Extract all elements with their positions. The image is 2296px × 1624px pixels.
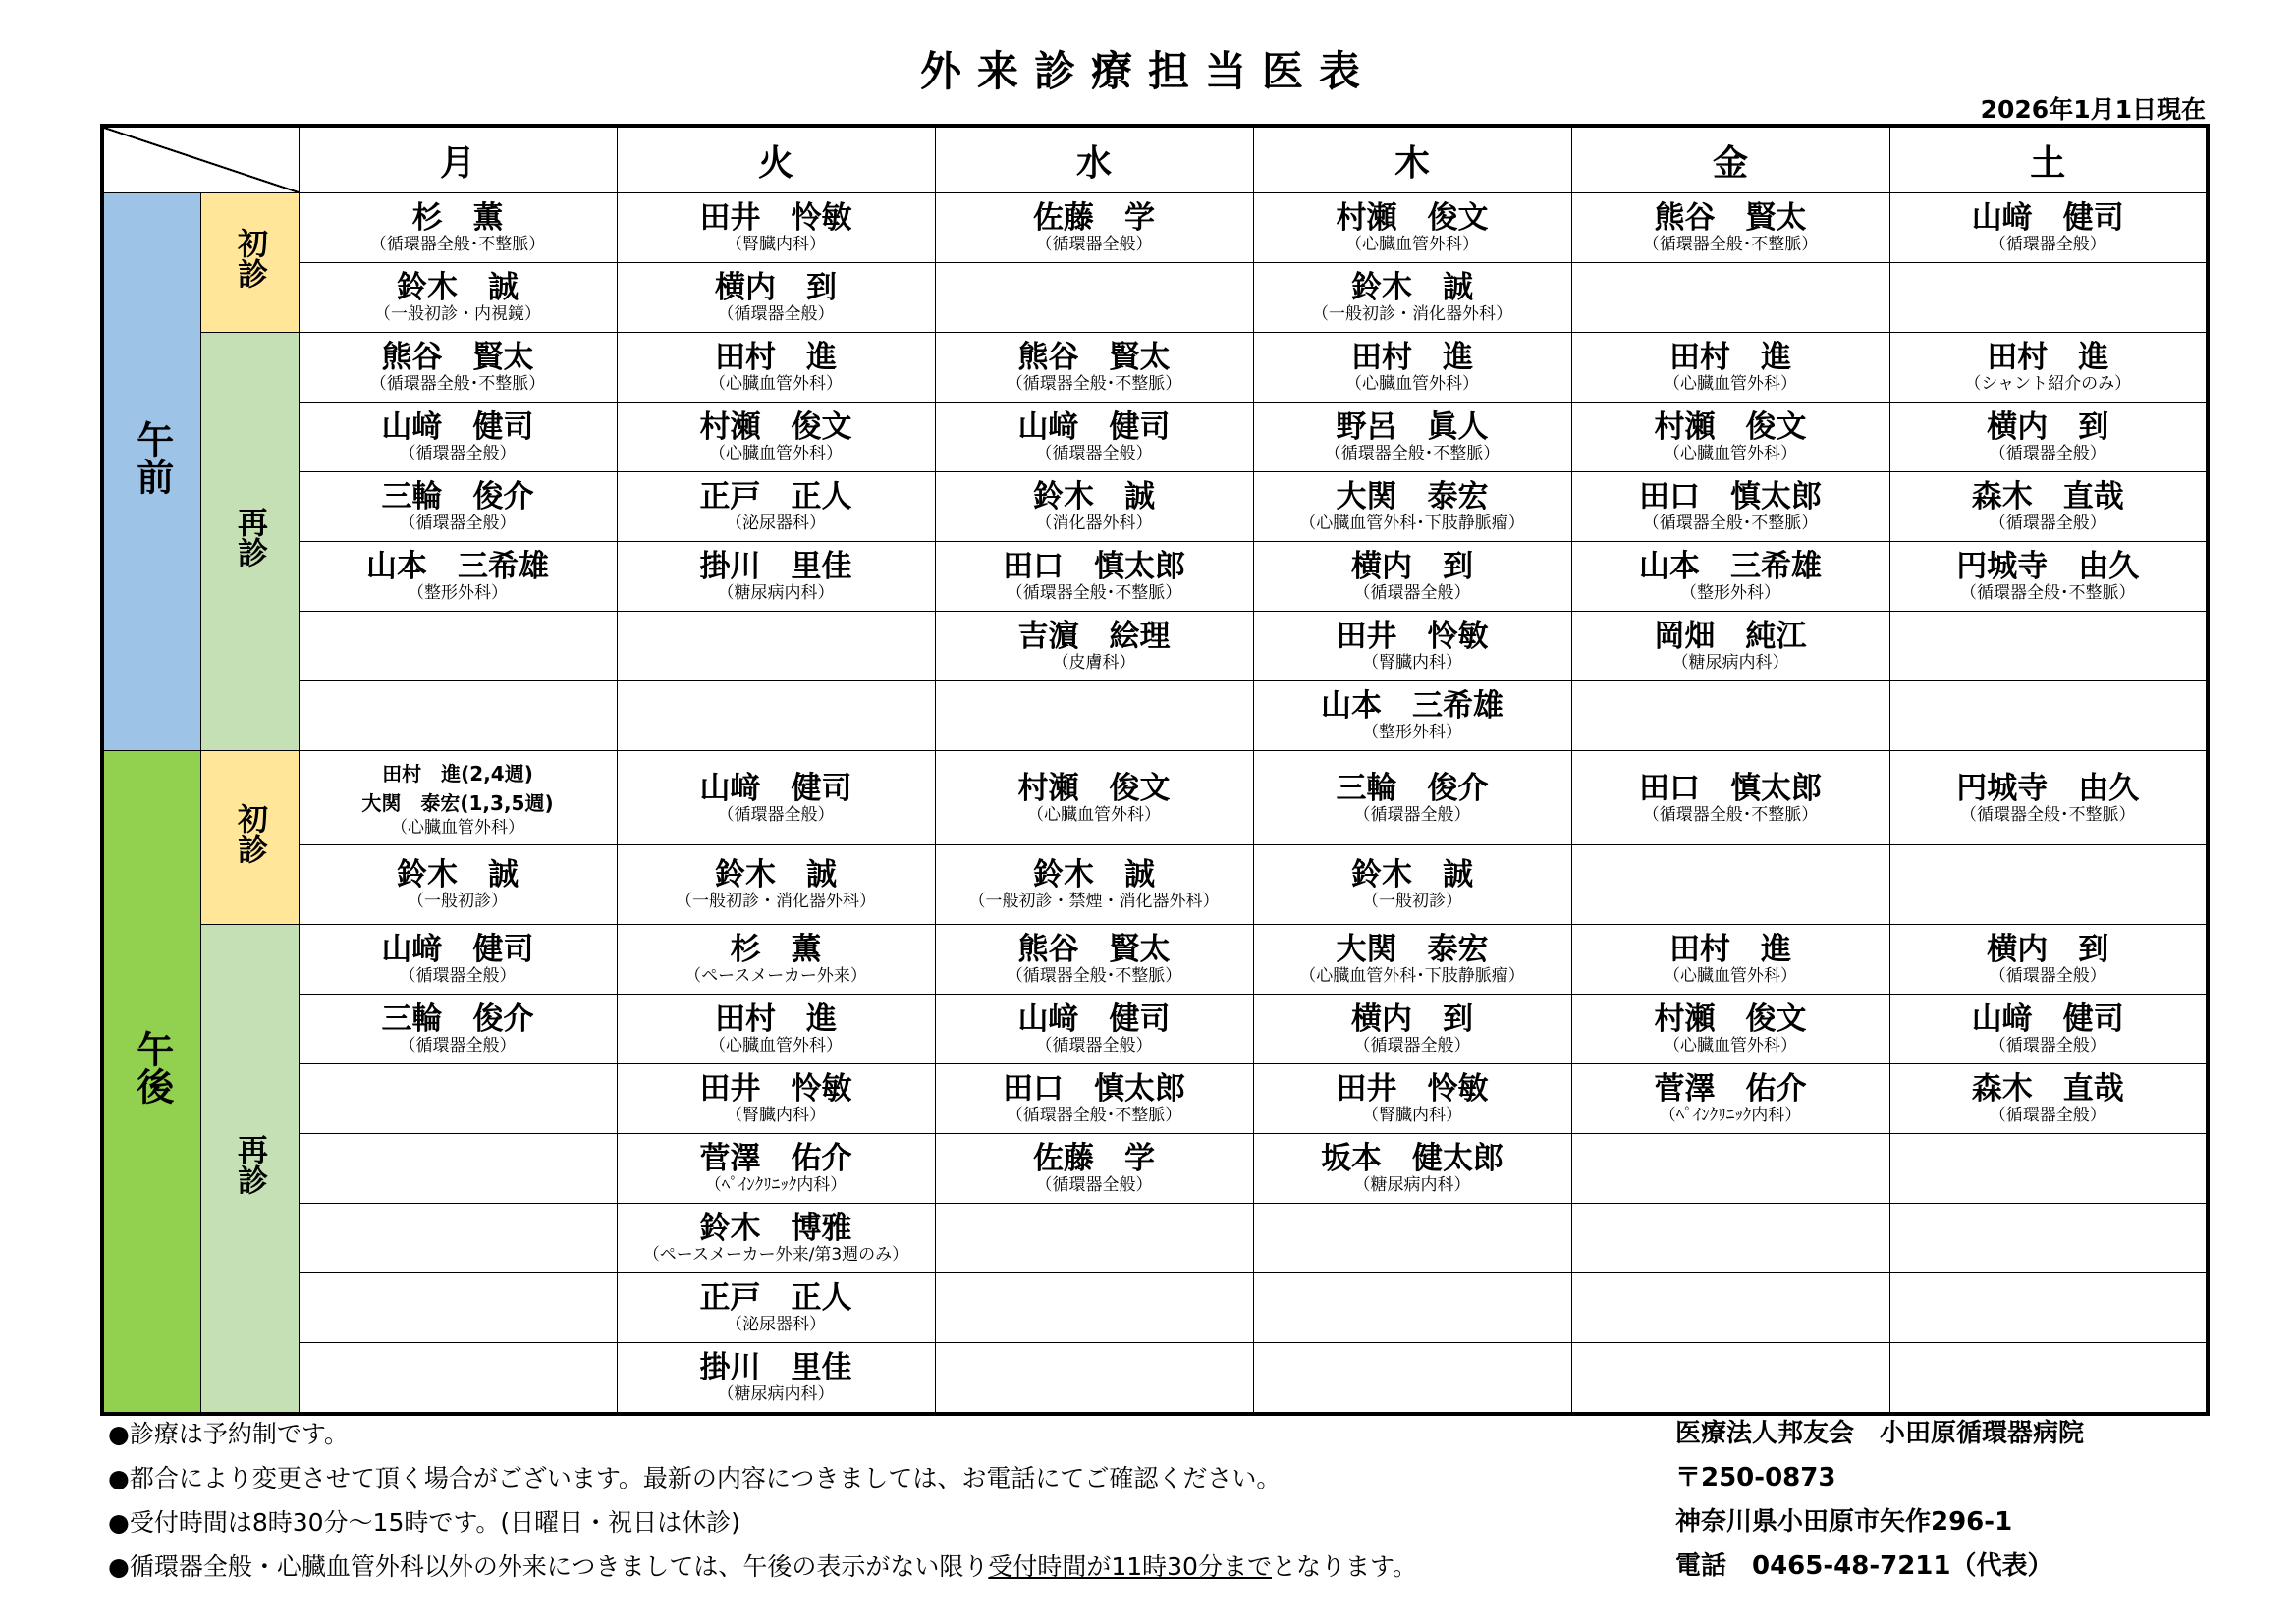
department: （消化器外科） bbox=[1035, 514, 1153, 533]
department: （一般初診・消化器外科） bbox=[676, 892, 876, 911]
doctor-name: 山﨑 健司 bbox=[699, 770, 852, 806]
schedule-cell bbox=[935, 925, 1253, 995]
doctor-name: 田村 進 bbox=[1987, 340, 2109, 375]
department: （循環器全般･不整脈） bbox=[1960, 583, 2136, 603]
doctor-name: 横内 到 bbox=[1987, 932, 2109, 967]
department: （循環器全般） bbox=[1035, 1175, 1153, 1195]
doctor-name-rotation: 大関 泰宏(1,3,5週) bbox=[361, 790, 554, 815]
hospital-zip: 〒250-0873 bbox=[1675, 1463, 1836, 1492]
schedule-cell bbox=[1889, 263, 2208, 333]
note-afternoon-pre: ●循環器全般・心臓血管外科以外の外来につきましては、午後の表示がない限り bbox=[108, 1552, 989, 1581]
doctor-name: 田井 怜敏 bbox=[1336, 1071, 1489, 1107]
note-afternoon bbox=[108, 1544, 1417, 1589]
schedule-cell bbox=[1253, 333, 1571, 403]
doctor-name: 佐藤 学 bbox=[1033, 200, 1155, 236]
pm-period-label bbox=[102, 751, 200, 1415]
schedule-cell bbox=[1571, 1064, 1889, 1134]
schedule-cell bbox=[1253, 751, 1571, 845]
schedule-cell bbox=[1571, 403, 1889, 472]
doctor-name: 山本 三希雄 bbox=[1321, 688, 1503, 724]
schedule-cell bbox=[299, 995, 617, 1064]
doctor-name: 横内 到 bbox=[1351, 1001, 1473, 1037]
department: （循環器全般･不整脈） bbox=[1006, 374, 1182, 394]
department: （循環器全般） bbox=[1353, 1036, 1471, 1056]
schedule-row bbox=[102, 263, 2208, 333]
schedule-cell bbox=[299, 1273, 617, 1343]
department: （循環器全般） bbox=[1353, 583, 1471, 603]
department: （循環器全般） bbox=[1989, 235, 2106, 254]
doctor-name: 田村 進 bbox=[715, 340, 837, 375]
schedule-table bbox=[100, 124, 2210, 1416]
schedule-cell bbox=[617, 193, 935, 263]
doctor-name: 山本 三希雄 bbox=[366, 549, 549, 584]
department: （心臓血管外科） bbox=[1345, 374, 1479, 394]
doctor-name: 円城寺 由久 bbox=[1956, 549, 2140, 584]
schedule-row bbox=[102, 995, 2208, 1064]
hospital-phone: 電話 0465-48-7211（代表） bbox=[1675, 1551, 2053, 1581]
page-title: 外来診療担当医表 bbox=[919, 47, 1376, 95]
schedule-cell bbox=[299, 612, 617, 681]
schedule-cell bbox=[299, 1134, 617, 1204]
schedule-row bbox=[102, 1273, 2208, 1343]
schedule-cell bbox=[935, 751, 1253, 845]
schedule-cell bbox=[1253, 542, 1571, 612]
schedule-cell bbox=[935, 542, 1253, 612]
notes bbox=[108, 1412, 1417, 1589]
schedule-cell bbox=[1571, 925, 1889, 995]
schedule-row bbox=[102, 193, 2208, 263]
hospital-address: 神奈川県小田原市矢作296-1 bbox=[1675, 1507, 2013, 1537]
period-text: 午前 bbox=[130, 420, 174, 495]
schedule-cell bbox=[299, 1064, 617, 1134]
schedule-cell bbox=[1889, 925, 2208, 995]
doctor-name: 鈴木 誠 bbox=[397, 270, 519, 305]
schedule-cell bbox=[299, 193, 617, 263]
doctor-name: 森木 直哉 bbox=[1971, 1071, 2124, 1107]
schedule-cell bbox=[1889, 403, 2208, 472]
department: （糖尿病内科） bbox=[1353, 1175, 1471, 1195]
department: （泌尿器科） bbox=[726, 1315, 826, 1334]
doctor-name: 坂本 健太郎 bbox=[1321, 1141, 1503, 1176]
schedule-cell bbox=[299, 925, 617, 995]
as-of-date: 2026年1月1日現在 bbox=[1980, 95, 2206, 124]
doctor-name: 村瀬 俊文 bbox=[1336, 200, 1489, 236]
doctor-name: 田井 怜敏 bbox=[699, 1071, 852, 1107]
pm-revisit-label bbox=[200, 925, 299, 1415]
doctor-name: 森木 直哉 bbox=[1971, 479, 2124, 514]
doctor-name: 掛川 里佳 bbox=[699, 1350, 852, 1385]
schedule-cell bbox=[1571, 333, 1889, 403]
doctor-name: 村瀬 俊文 bbox=[1017, 770, 1171, 806]
schedule-cell bbox=[617, 845, 935, 925]
schedule-cell bbox=[935, 845, 1253, 925]
department: （循環器全般） bbox=[1989, 1106, 2106, 1125]
doctor-name: 田村 進 bbox=[715, 1001, 837, 1037]
department: （一般初診・消化器外科） bbox=[1312, 304, 1512, 324]
schedule-cell bbox=[1253, 472, 1571, 542]
department: （循環器全般･不整脈） bbox=[1006, 1106, 1182, 1125]
schedule-cell bbox=[1253, 403, 1571, 472]
am-first-visit-label bbox=[200, 193, 299, 333]
schedule-cell bbox=[1253, 845, 1571, 925]
schedule-row bbox=[102, 1064, 2208, 1134]
schedule-row bbox=[102, 612, 2208, 681]
day-header: 月 bbox=[299, 126, 617, 193]
doctor-name: 田井 怜敏 bbox=[1336, 619, 1489, 654]
schedule-cell bbox=[617, 612, 935, 681]
schedule-cell bbox=[1253, 1273, 1571, 1343]
schedule-cell bbox=[1889, 1273, 2208, 1343]
department: （糖尿病内科） bbox=[1671, 653, 1789, 673]
department: （循環器全般･不整脈） bbox=[369, 374, 546, 394]
schedule-cell bbox=[1889, 1134, 2208, 1204]
doctor-name: 鈴木 誠 bbox=[715, 857, 837, 893]
doctor-name: 大関 泰宏 bbox=[1336, 479, 1489, 514]
department: （心臓血管外科） bbox=[1345, 235, 1479, 254]
department: （腎臓内科） bbox=[726, 1106, 826, 1125]
note-afternoon-underline: 受付時間が11時30分まで bbox=[988, 1552, 1272, 1581]
doctor-name: 鈴木 誠 bbox=[1351, 270, 1473, 305]
doctor-name: 村瀬 俊文 bbox=[1654, 409, 1807, 445]
hospital-name: 医療法人邦友会 小田原循環器病院 bbox=[1675, 1419, 2085, 1448]
schedule-cell bbox=[617, 925, 935, 995]
am-revisit-label bbox=[200, 333, 299, 751]
department: （一般初診） bbox=[408, 892, 508, 911]
schedule-cell bbox=[617, 1273, 935, 1343]
schedule-cell bbox=[617, 333, 935, 403]
department: （シャント紹介のみ） bbox=[1964, 374, 2132, 394]
doctor-name: 熊谷 賢太 bbox=[1017, 340, 1171, 375]
department: （循環器全般） bbox=[399, 514, 517, 533]
schedule-cell bbox=[299, 403, 617, 472]
doctor-name-rotation: 田村 進(2,4週) bbox=[382, 761, 533, 785]
schedule-cell bbox=[1889, 681, 2208, 751]
schedule-cell bbox=[617, 1204, 935, 1273]
schedule-cell bbox=[1889, 751, 2208, 845]
department: （循環器全般） bbox=[1989, 966, 2106, 986]
doctor-name: 田井 怜敏 bbox=[699, 200, 852, 236]
note-reception-hours: ●受付時間は8時30分～15時です。(日曜日・祝日は休診) bbox=[108, 1508, 740, 1537]
visit-type-text: 再診 bbox=[232, 1133, 267, 1195]
department: （循環器全般･不整脈） bbox=[1642, 804, 1819, 825]
department: （心臓血管外科） bbox=[1027, 804, 1161, 825]
doctor-name: 田口 慎太郎 bbox=[1003, 1071, 1185, 1107]
doctor-name: 山﨑 健司 bbox=[1017, 409, 1171, 445]
doctor-name: 鈴木 誠 bbox=[397, 857, 519, 893]
schedule-row bbox=[102, 542, 2208, 612]
schedule-cell bbox=[1889, 1204, 2208, 1273]
doctor-name: 山﨑 健司 bbox=[1971, 200, 2124, 236]
schedule-cell bbox=[1253, 1343, 1571, 1415]
department: （糖尿病内科） bbox=[717, 1384, 835, 1404]
schedule-cell bbox=[1889, 333, 2208, 403]
doctor-name: 横内 到 bbox=[1351, 549, 1473, 584]
department: （循環器全般） bbox=[1989, 1036, 2106, 1056]
department: （心臓血管外科） bbox=[1664, 1036, 1797, 1056]
department: （心臓血管外科） bbox=[709, 374, 843, 394]
schedule-cell bbox=[1889, 1064, 2208, 1134]
schedule-cell bbox=[1889, 845, 2208, 925]
doctor-name: 鈴木 誠 bbox=[1033, 857, 1155, 893]
pm-first-visit-label bbox=[200, 751, 299, 925]
doctor-name: 鈴木 誠 bbox=[1033, 479, 1155, 514]
department: （循環器全般） bbox=[399, 444, 517, 463]
schedule-cell bbox=[617, 1064, 935, 1134]
department: （ﾍﾟｲﾝｸﾘﾆｯｸ内科） bbox=[1659, 1106, 1802, 1125]
department: （一般初診・内視鏡） bbox=[374, 304, 541, 324]
day-header: 金 bbox=[1571, 126, 1889, 193]
department: （一般初診） bbox=[1362, 892, 1462, 911]
schedule-cell bbox=[935, 472, 1253, 542]
schedule-cell bbox=[1889, 542, 2208, 612]
doctor-name: 熊谷 賢太 bbox=[1654, 200, 1807, 236]
doctor-name: 大関 泰宏 bbox=[1336, 932, 1489, 967]
doctor-name: 田口 慎太郎 bbox=[1003, 549, 1185, 584]
doctor-name: 田口 慎太郎 bbox=[1639, 479, 1822, 514]
doctor-name: 山﨑 健司 bbox=[1971, 1001, 2124, 1037]
department: （循環器全般･不整脈） bbox=[1006, 583, 1182, 603]
day-header: 木 bbox=[1253, 126, 1571, 193]
department: （循環器全般･不整脈） bbox=[1006, 966, 1182, 986]
day-header: 火 bbox=[617, 126, 935, 193]
schedule-cell bbox=[1571, 1273, 1889, 1343]
schedule-row bbox=[102, 1134, 2208, 1204]
department: （循環器全般） bbox=[399, 1036, 517, 1056]
schedule-cell bbox=[1571, 1204, 1889, 1273]
schedule-cell bbox=[935, 612, 1253, 681]
department: （ﾍﾟｲﾝｸﾘﾆｯｸ内科） bbox=[704, 1175, 847, 1195]
doctor-name: 菅澤 佑介 bbox=[699, 1141, 852, 1176]
schedule-cell bbox=[1889, 1343, 2208, 1415]
schedule-row bbox=[102, 845, 2208, 925]
department: （循環器全般） bbox=[1035, 235, 1153, 254]
doctor-name: 熊谷 賢太 bbox=[1017, 932, 1171, 967]
department: （心臓血管外科） bbox=[709, 1036, 843, 1056]
schedule-cell bbox=[1571, 472, 1889, 542]
doctor-name: 円城寺 由久 bbox=[1956, 770, 2140, 806]
department: （心臓血管外科） bbox=[709, 444, 843, 463]
doctor-name: 三輪 俊介 bbox=[1336, 770, 1489, 806]
department: （循環器全般） bbox=[1035, 444, 1153, 463]
schedule-cell bbox=[1253, 1134, 1571, 1204]
department: （整形外科） bbox=[1680, 583, 1780, 603]
schedule-cell bbox=[299, 472, 617, 542]
doctor-name: 田村 進 bbox=[1669, 340, 1791, 375]
schedule-cell bbox=[617, 681, 935, 751]
department: （腎臓内科） bbox=[726, 235, 826, 254]
doctor-name: 田村 進 bbox=[1669, 932, 1791, 967]
period-text: 午後 bbox=[130, 1030, 174, 1105]
schedule-row bbox=[102, 1343, 2208, 1415]
note-reservation: ●診療は予約制です。 bbox=[108, 1420, 349, 1448]
schedule-row bbox=[102, 333, 2208, 403]
note-change: ●都合により変更させて頂く場合がございます。最新の内容につきましては、お電話にてご確認ください。 bbox=[108, 1464, 1282, 1492]
doctor-name: 田口 慎太郎 bbox=[1639, 770, 1822, 806]
schedule-cell bbox=[299, 751, 617, 845]
schedule-cell bbox=[1889, 612, 2208, 681]
doctor-name: 山﨑 健司 bbox=[1017, 1001, 1171, 1037]
doctor-name: 熊谷 賢太 bbox=[381, 340, 534, 375]
doctor-name: 吉濵 絵理 bbox=[1017, 619, 1171, 654]
schedule-cell bbox=[299, 1204, 617, 1273]
department: （泌尿器科） bbox=[726, 514, 826, 533]
department: （糖尿病内科） bbox=[717, 583, 835, 603]
department: （循環器全般） bbox=[1353, 804, 1471, 825]
department: （心臓血管外科･下肢静脈瘤） bbox=[1299, 514, 1525, 533]
schedule-row bbox=[102, 403, 2208, 472]
department: （心臓血管外科） bbox=[1664, 444, 1797, 463]
doctor-name: 鈴木 誠 bbox=[1351, 857, 1473, 893]
schedule-cell bbox=[1889, 995, 2208, 1064]
schedule-cell bbox=[935, 1343, 1253, 1415]
department: （心臓血管外科･下肢静脈瘤） bbox=[1299, 966, 1525, 986]
day-header: 土 bbox=[1889, 126, 2208, 193]
schedule-cell bbox=[1253, 193, 1571, 263]
day-header: 水 bbox=[935, 126, 1253, 193]
department: （循環器全般） bbox=[399, 966, 517, 986]
doctor-name: 岡畑 純江 bbox=[1654, 619, 1807, 654]
doctor-name: 三輪 俊介 bbox=[381, 479, 534, 514]
doctor-name: 杉 薫 bbox=[411, 200, 504, 236]
schedule-cell bbox=[1253, 1204, 1571, 1273]
doctor-name: 鈴木 博雅 bbox=[699, 1211, 852, 1246]
schedule-cell bbox=[617, 1343, 935, 1415]
schedule-cell bbox=[1571, 845, 1889, 925]
schedule-cell bbox=[617, 263, 935, 333]
schedule-cell bbox=[299, 542, 617, 612]
department: （一般初診・禁煙・消化器外科） bbox=[968, 892, 1220, 911]
schedule-cell bbox=[1889, 193, 2208, 263]
schedule-cell bbox=[1571, 542, 1889, 612]
schedule-cell bbox=[1571, 751, 1889, 845]
schedule-cell bbox=[935, 333, 1253, 403]
department: （ペースメーカー外来/第3週のみ） bbox=[642, 1245, 909, 1265]
department: （循環器全般･不整脈） bbox=[1324, 444, 1501, 463]
am-period-label bbox=[102, 193, 200, 751]
doctor-name: 山﨑 健司 bbox=[381, 932, 534, 967]
schedule-cell bbox=[935, 263, 1253, 333]
doctor-name: 正戸 正人 bbox=[699, 479, 852, 514]
schedule-cell bbox=[935, 1064, 1253, 1134]
schedule-cell bbox=[299, 333, 617, 403]
note-afternoon-post: となります。 bbox=[1271, 1552, 1417, 1581]
schedule-cell bbox=[935, 681, 1253, 751]
doctor-name: 佐藤 学 bbox=[1033, 1141, 1155, 1176]
schedule-cell bbox=[1253, 681, 1571, 751]
doctor-name: 正戸 正人 bbox=[699, 1280, 852, 1316]
doctor-name: 杉 薫 bbox=[730, 932, 822, 967]
schedule-row bbox=[102, 472, 2208, 542]
department: （腎臓内科） bbox=[1362, 653, 1462, 673]
schedule-cell bbox=[1571, 193, 1889, 263]
schedule-row bbox=[102, 751, 2208, 845]
schedule-cell bbox=[1571, 263, 1889, 333]
department: （心臓血管外科） bbox=[391, 817, 524, 838]
schedule-cell bbox=[1253, 612, 1571, 681]
header-row bbox=[102, 126, 2208, 193]
schedule-cell bbox=[299, 1343, 617, 1415]
department: （皮膚科） bbox=[1052, 653, 1136, 673]
schedule-cell bbox=[1571, 1134, 1889, 1204]
schedule-cell bbox=[935, 1273, 1253, 1343]
doctor-name: 横内 到 bbox=[715, 270, 837, 305]
schedule-cell bbox=[299, 681, 617, 751]
schedule-cell bbox=[1253, 995, 1571, 1064]
doctor-name: 掛川 里佳 bbox=[699, 549, 852, 584]
schedule-cell bbox=[617, 542, 935, 612]
schedule-cell bbox=[1571, 681, 1889, 751]
schedule-cell bbox=[299, 263, 617, 333]
schedule-cell bbox=[1571, 612, 1889, 681]
department: （循環器全般･不整脈） bbox=[1642, 514, 1819, 533]
schedule-row bbox=[102, 681, 2208, 751]
schedule-cell bbox=[299, 845, 617, 925]
department: （心臓血管外科） bbox=[1664, 966, 1797, 986]
doctor-name: 田村 進 bbox=[1351, 340, 1473, 375]
doctor-name: 村瀬 俊文 bbox=[699, 409, 852, 445]
doctor-name: 野呂 眞人 bbox=[1336, 409, 1489, 445]
department: （腎臓内科） bbox=[1362, 1106, 1462, 1125]
department: （循環器全般･不整脈） bbox=[1960, 804, 2136, 825]
schedule-cell bbox=[1253, 1064, 1571, 1134]
department: （循環器全般） bbox=[1989, 444, 2106, 463]
doctor-name: 菅澤 佑介 bbox=[1654, 1071, 1807, 1107]
department: （心臓血管外科） bbox=[1664, 374, 1797, 394]
doctor-name: 三輪 俊介 bbox=[381, 1001, 534, 1037]
doctor-name: 村瀬 俊文 bbox=[1654, 1001, 1807, 1037]
schedule-cell bbox=[935, 1134, 1253, 1204]
schedule-cell bbox=[1571, 1343, 1889, 1415]
doctor-name: 横内 到 bbox=[1987, 409, 2109, 445]
schedule-cell bbox=[617, 403, 935, 472]
department: （循環器全般） bbox=[1035, 1036, 1153, 1056]
schedule-row bbox=[102, 925, 2208, 995]
department: （整形外科） bbox=[1362, 723, 1462, 742]
department: （ペースメーカー外来） bbox=[684, 966, 867, 986]
schedule-cell bbox=[1253, 925, 1571, 995]
schedule-cell bbox=[1253, 263, 1571, 333]
schedule-row bbox=[102, 1204, 2208, 1273]
department: （循環器全般） bbox=[717, 804, 835, 825]
visit-type-text: 初診 bbox=[232, 802, 267, 864]
schedule-cell bbox=[935, 1204, 1253, 1273]
department: （循環器全般･不整脈） bbox=[1642, 235, 1819, 254]
schedule-cell bbox=[1889, 472, 2208, 542]
visit-type-text: 再診 bbox=[232, 507, 267, 568]
schedule-cell bbox=[617, 472, 935, 542]
corner-cell bbox=[102, 126, 299, 193]
doctor-name: 山﨑 健司 bbox=[381, 409, 534, 445]
department: （循環器全般） bbox=[1989, 514, 2106, 533]
hospital-info bbox=[1675, 1412, 2084, 1589]
department: （循環器全般･不整脈） bbox=[369, 235, 546, 254]
schedule-cell bbox=[935, 193, 1253, 263]
visit-type-text: 初診 bbox=[232, 228, 267, 289]
schedule-cell bbox=[1571, 995, 1889, 1064]
schedule-cell bbox=[617, 995, 935, 1064]
department: （循環器全般） bbox=[717, 304, 835, 324]
department: （整形外科） bbox=[408, 583, 508, 603]
doctor-name: 山本 三希雄 bbox=[1639, 549, 1822, 584]
schedule-cell bbox=[617, 751, 935, 845]
schedule-cell bbox=[935, 995, 1253, 1064]
schedule-cell bbox=[617, 1134, 935, 1204]
schedule-cell bbox=[935, 403, 1253, 472]
